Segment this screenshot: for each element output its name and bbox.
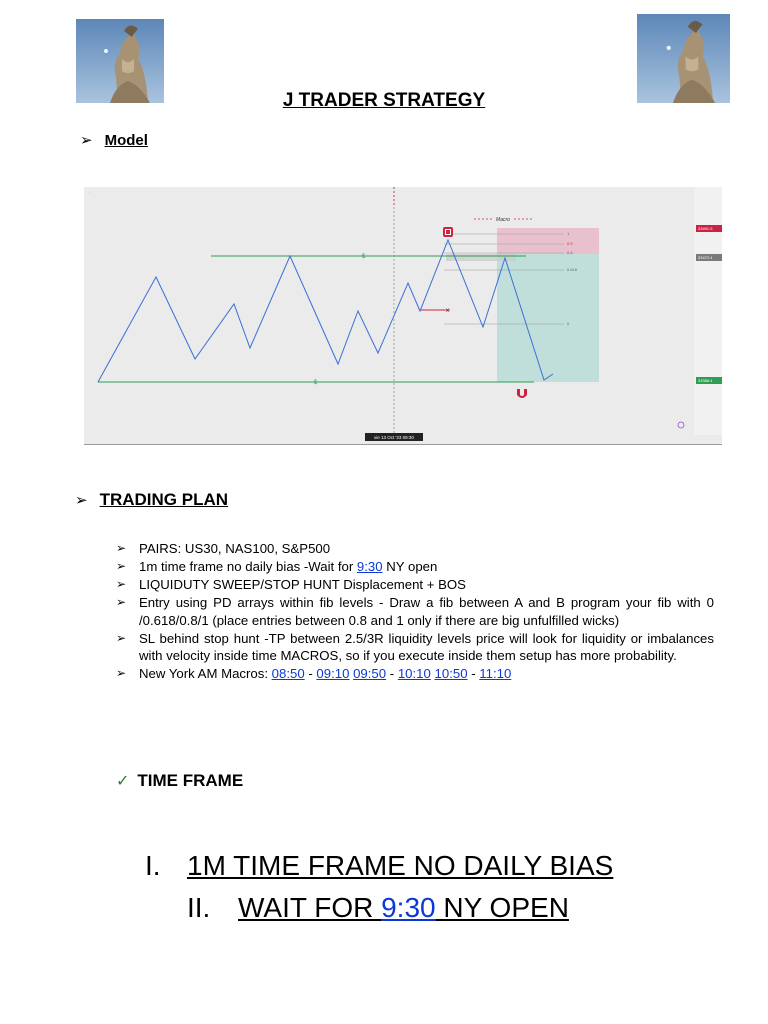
fib-level-0.8: 0.8 [567, 250, 573, 255]
arrow-bullet-icon: ➢ [75, 492, 88, 509]
chart-bos-marker: x [446, 308, 449, 314]
plan-item-text: SL behind stop hunt -TP between 2.5/3R liquidity levels price will look for liquidity or imbalances with velocity inside time MACROS, so if you execute inside them setup has more probability. [139, 630, 714, 664]
roman-item-text [238, 892, 569, 924]
chart-swing-low-marker: $ [314, 380, 318, 386]
plan-item-pairs [116, 540, 714, 558]
macro-time-link[interactable]: 09:50 [353, 666, 387, 682]
time-frame-heading [116, 771, 243, 791]
plan-item-timeframe [116, 558, 714, 576]
roman-item-2 [187, 892, 569, 924]
roman-item-1 [145, 850, 613, 882]
plan-item-text: Entry using PD arrays within fib levels - Draw a fib between A and B program your fib with 0 /0.618/0.8/1 (place entries between 0.8 and 1 only if there are big unfulfilled wicks) [139, 594, 714, 628]
arrow-bullet-icon: ➢ [116, 576, 127, 591]
roman-numeral: II. [187, 892, 211, 923]
macro-time-link[interactable]: 10:50 [434, 666, 468, 682]
arrow-bullet-icon: ➢ [80, 132, 93, 149]
arrow-bullet-icon: ➢ [116, 594, 127, 609]
fib-level-0: 0 [567, 321, 570, 326]
roman-item-text-before: WAIT FOR [238, 892, 382, 923]
plan-item-text: PAIRS: US30, NAS100, S&P500 [139, 541, 331, 556]
trading-plan-heading [75, 490, 228, 510]
price-tag-mid: 33472.4 [698, 255, 713, 260]
chart-time-label: vie 13 Oct '23 09:30 [374, 435, 414, 440]
chart-macro-label: Macro [496, 217, 510, 223]
plan-item-text: New York AM Macros: [139, 666, 272, 682]
time-link-0930-large[interactable]: 9:30 [381, 892, 436, 923]
fib-level-0.618: 0.618 [567, 267, 578, 272]
fib-level-1: 1 [567, 231, 570, 236]
roman-numeral: I. [145, 850, 161, 881]
time-frame-heading-label: TIME FRAME [137, 771, 244, 790]
fib-level-0.9: 0.9 [567, 241, 573, 246]
document-title [0, 90, 768, 112]
plan-item-entry [116, 594, 714, 630]
trading-plan-list [116, 540, 714, 683]
price-tag-high: 33491.5 [698, 226, 713, 231]
model-heading-label: Model [104, 131, 148, 149]
plan-item-macros: ➢ New York AM Macros: 08:50 - 09:10 09:50 - 10:10 10:50 - 11:10 [116, 666, 512, 682]
plan-item-text: 1m time frame no daily bias -Wait for [139, 558, 357, 574]
arrow-bullet-icon: ➢ [116, 666, 127, 681]
arrow-bullet-icon: ➢ [116, 558, 127, 573]
magnet-icon [517, 389, 527, 398]
plan-item-stoploss [116, 630, 714, 666]
document-title-text: J TRADER STRATEGY [282, 90, 486, 111]
stop-hunt-icon [443, 227, 453, 237]
arrow-bullet-icon: ➢ [116, 630, 127, 645]
model-chart-image [84, 187, 722, 445]
macro-time-link[interactable]: 09:10 [316, 666, 350, 682]
time-link-0930[interactable]: 9:30 [356, 558, 383, 574]
roman-item-text: 1M TIME FRAME NO DAILY BIAS [187, 850, 614, 881]
svg-text:...: ... [88, 189, 92, 194]
plan-item-text: LIQUIDUTY SWEEP/STOP HUNT Displacement + BOS [139, 576, 466, 592]
checkmark-icon: ✓ [116, 773, 130, 790]
price-tag-low: 33388.4 [698, 378, 713, 383]
arrow-bullet-icon: ➢ [116, 541, 127, 555]
model-heading [80, 131, 148, 149]
plan-item-liquidity [116, 576, 714, 594]
plan-item-text: NY open [382, 558, 438, 574]
trading-plan-heading-label: TRADING PLAN [99, 490, 229, 509]
roman-item-text-after: NY OPEN [435, 892, 569, 923]
macro-time-link[interactable]: 10:10 [397, 666, 431, 682]
macro-time-link[interactable]: 11:10 [479, 666, 512, 682]
macro-time-link[interactable]: 08:50 [271, 666, 305, 682]
chart-swing-high-marker: $ [362, 254, 366, 260]
chart-settings-icon [678, 422, 684, 428]
